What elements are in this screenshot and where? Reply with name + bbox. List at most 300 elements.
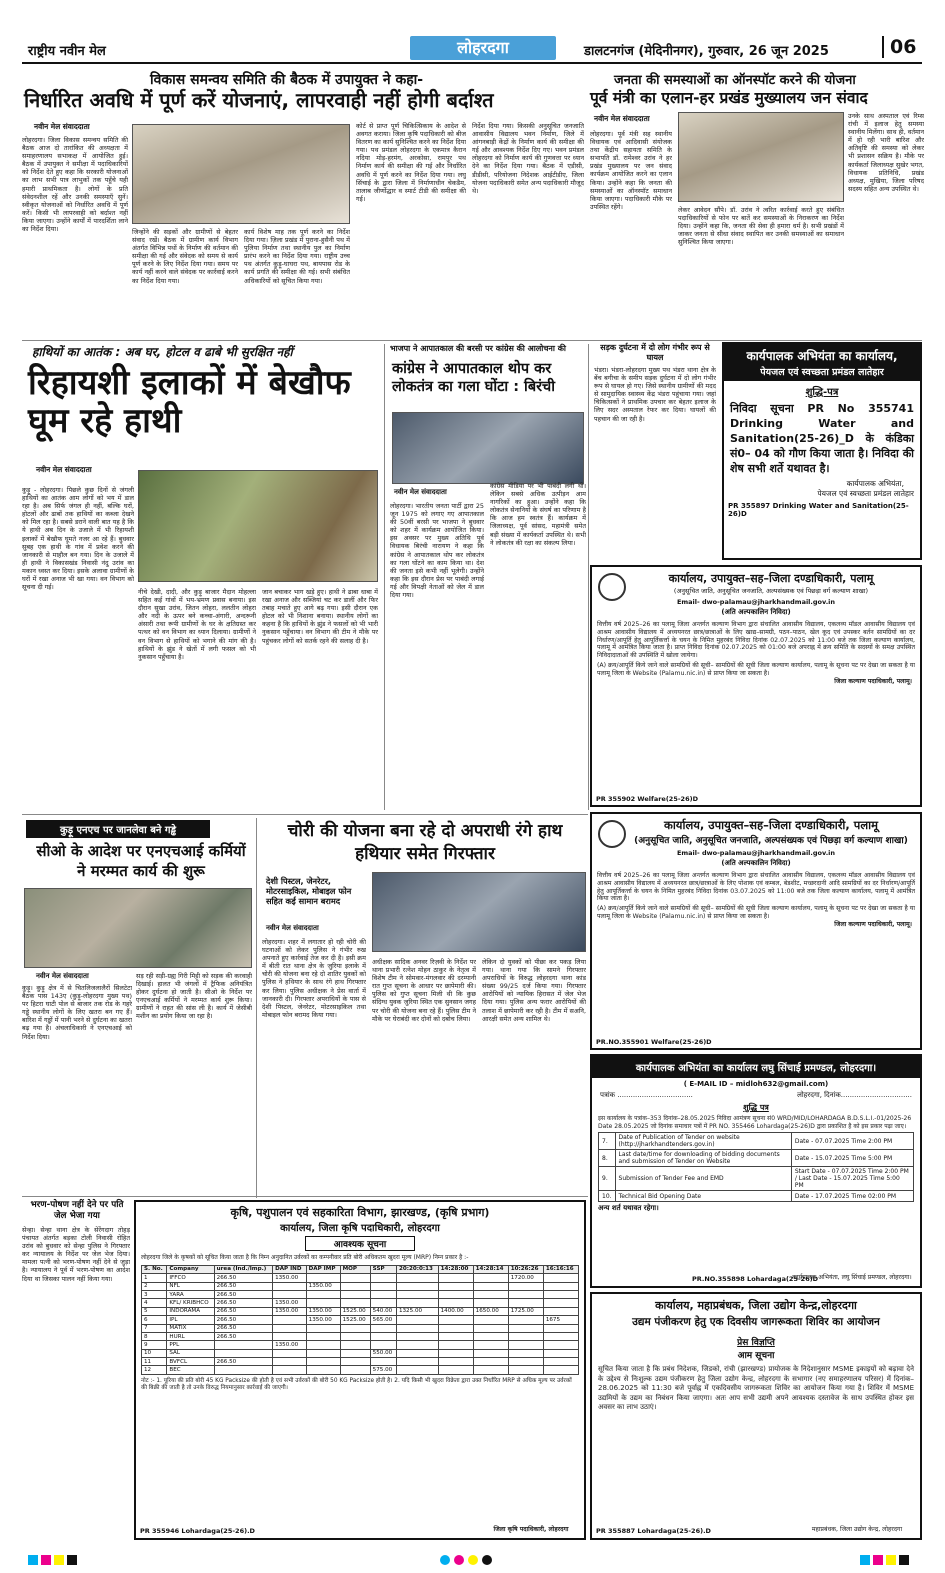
ad-4-patrank: पत्रांक .................................. bbox=[600, 1091, 693, 1099]
fertilizer-cell: 266.50 bbox=[214, 1316, 272, 1324]
ad-fertilizer-mrp bbox=[134, 1200, 586, 1540]
fertilizer-cell bbox=[508, 1366, 543, 1374]
cyan-swatch bbox=[860, 1555, 870, 1565]
fertilizer-cell bbox=[473, 1324, 508, 1332]
ad-drinking-water-corrigendum bbox=[722, 342, 922, 560]
fertilizer-header-cell: Company bbox=[167, 1265, 214, 1273]
ad-6-body: सूचित किया जाता है कि प्रबंध निदेशक, जिडको, रांची (झारखण्ड) प्रायोजक के निदेशानुसार MSME इकाइयों को बढ़ावा देने के उद्देश्य से निःशुल्क उद्यम पंजीकरण हेतु जिला उद्योग केन्द्र, लोहरदगा के सभागार (नए समाहरणालय परिसर) में दिनांक–28.06.2025 को 11:30 बजे पूर्वाह्न में एकदिवसीय जागरूकता शिविर का आयोजन किया गया है। शिविर में MSME उद्यमियों के उद्यम का निबंधन किया जाएगा। अतः आप सभी उद्यमी अपने आवश्यक दस्तावेज के साथ उपस्थित होकर इस अवसर का लाभ उठाएं। bbox=[598, 1365, 914, 1412]
fertilizer-cell: 6 bbox=[142, 1316, 167, 1324]
ad-5-intro: लोहरदगा जिले के कृषकों को सूचित किया जाता है कि निम्न अनुदानित उर्वरकों का कम्पनीवार प्रति बोरी अधिकतम खुदरा मूल्य (MRP) निम्न प्रकार है :- bbox=[141, 1254, 469, 1261]
fertilizer-cell: 12 bbox=[142, 1366, 167, 1374]
fertilizer-cell bbox=[273, 1316, 307, 1324]
fertilizer-cell: 266.50 bbox=[214, 1324, 272, 1332]
registration-colors-right bbox=[860, 1550, 912, 1569]
story-6-headline: सीओ के आदेश पर एनएचआई कर्मियों ने मरम्मत कार्य की शुरू bbox=[36, 842, 246, 880]
black-swatch bbox=[67, 1555, 77, 1565]
dateline: डालटनगंज (मेदिनीनगर), गुरुवार, 26 जून 2025 bbox=[584, 44, 829, 59]
ad-3-subtitle: (अनुसूचित जाति, अनुसूचित जनजाति, अल्पसंख्यक एवं पिछड़ा वर्ग कल्याण शाखा) bbox=[634, 836, 908, 846]
tender-row bbox=[599, 1133, 914, 1150]
magenta-dot bbox=[454, 1555, 464, 1565]
ad-4-sign: कार्यपालक अभियंता, लघु सिंचाई प्रमण्डल, लोहरदगा। bbox=[792, 1274, 912, 1282]
fertilizer-cell bbox=[438, 1349, 473, 1357]
magenta-swatch bbox=[873, 1555, 883, 1565]
fertilizer-cell: IPL bbox=[167, 1316, 214, 1324]
fertilizer-row bbox=[142, 1274, 579, 1282]
ad-2-title: कार्यालय, उपायुक्त–सह–जिला दण्डाधिकारी, पलामू bbox=[668, 572, 874, 585]
fertilizer-cell bbox=[306, 1274, 340, 1282]
ad-6-title-2: उद्यम पंजीकरण हेतु एक दिवसीय जागरूकता शिविर का आयोजन bbox=[632, 1316, 880, 1328]
ad-4-shuddhi: शुद्धि पत्र bbox=[743, 1103, 769, 1112]
story-7-photo bbox=[372, 872, 586, 952]
fertilizer-cell bbox=[306, 1290, 340, 1298]
fertilizer-cell bbox=[370, 1332, 396, 1340]
fertilizer-cell bbox=[370, 1299, 396, 1307]
fertilizer-cell bbox=[473, 1299, 508, 1307]
masthead bbox=[22, 34, 922, 64]
tender-cell-desc: Last date/time for downloading of bidding documents and submission of Tender on Website bbox=[615, 1150, 791, 1167]
fertilizer-cell: 1350.00 bbox=[273, 1341, 307, 1349]
fertilizer-cell: BEC bbox=[167, 1366, 214, 1374]
fertilizer-cell bbox=[306, 1358, 340, 1366]
tender-cell-date: Start Date - 07.07.2025 Time 2:00 PM / Last Date - 15.07.2025 Time 5:00 PM bbox=[791, 1167, 913, 1191]
fertilizer-cell: 1525.00 bbox=[340, 1316, 370, 1324]
fertilizer-cell bbox=[214, 1366, 272, 1374]
ad-3-body: वित्तीय वर्ष 2025–26 का पलामू जिला अन्तर्गत कल्याण विभाग द्वारा संचालित आवासीय विद्यालय, एकलव्य मॉडल आवासीय विद्यालय एवं आश्रम आवासीय विद्यालय में अध्ययनरत छात्र/छात्राओं के लिए पोशाक एवं कम्बल, बेडशीट, मच्छरदानी आदि सामग्रियों का दर निर्धारण/आपूर्ति हेतु आपूर्तिकर्त्ता के चयन के निमित मुहरबंद निविदा दिनांक 03.07.2025 को 11:00 बजे तक जिला कल्याण कार्यालय, पलामू में आमंत्रित किया जाता है। bbox=[597, 872, 915, 903]
story-2-kicker: जनता की समस्याओं का ऑनस्पॉट करने की योजना bbox=[614, 73, 856, 88]
fertilizer-cell bbox=[340, 1290, 370, 1298]
fertilizer-cell bbox=[508, 1358, 543, 1366]
fertilizer-cell bbox=[273, 1366, 307, 1374]
story-1-col-2: जिन्होंने की सड़कों और ग्रामीणों से बेहतर संवाद रखें। बैठक में ग्रामीण कार्य विभाग अंतर्गत विभिन्न पथों के निर्माण की वर्तमान की समीक्षा की गई और संवेदक को समय से कार्य पूर्ण करने के लिए निर्देश दिया गया। समय पर कार्य नहीं करने वाले संवेदक पर कार्रवाई करने का निर्देश दिया गया। bbox=[132, 228, 238, 285]
fertilizer-cell bbox=[306, 1332, 340, 1340]
yellow-swatch bbox=[54, 1555, 64, 1565]
fertilizer-cell bbox=[473, 1290, 508, 1298]
ad-5-sign: जिला कृषि पदाधिकारी, लोहरदगा bbox=[493, 1526, 569, 1534]
ad-6-press: प्रेस विज्ञप्ति bbox=[737, 1338, 775, 1348]
fertilizer-cell bbox=[370, 1274, 396, 1282]
fertilizer-header-cell: 14:28:14 bbox=[473, 1265, 508, 1273]
story-3-headline: रिहायशी इलाकों में बेखौफ घूम रहे हाथी bbox=[28, 363, 351, 442]
fertilizer-cell: 266.50 bbox=[214, 1274, 272, 1282]
fertilizer-cell bbox=[306, 1341, 340, 1349]
ad-3-notice: (अति अल्पकालिन निविदा) bbox=[721, 859, 791, 867]
fertilizer-cell: 565.00 bbox=[370, 1316, 396, 1324]
fertilizer-cell bbox=[508, 1349, 543, 1357]
ad-6-sign: महाप्रबंधक, जिला उद्योग केन्द्र, लोहरदगा bbox=[811, 1526, 903, 1534]
tender-cell-date: Date - 07.07.2025 Time 2:00 PM bbox=[791, 1133, 913, 1150]
fertilizer-cell bbox=[370, 1358, 396, 1366]
tender-cell-no: 8. bbox=[599, 1150, 616, 1167]
fertilizer-row bbox=[142, 1366, 579, 1374]
cyan-swatch bbox=[28, 1555, 38, 1565]
fertilizer-cell bbox=[214, 1349, 272, 1357]
fertilizer-cell: 266.50 bbox=[214, 1307, 272, 1315]
cyan-dot bbox=[440, 1555, 450, 1565]
ad-3-title: कार्यालय, उपायुक्त–सह–जिला दण्डाधिकारी, पलामू bbox=[664, 818, 878, 832]
story-1-kicker: विकास समन्वय समिति की बैठक में उपायुक्त ने कहा- bbox=[150, 72, 424, 88]
story-3-col-1: कुड़ू - लोहरदगा। पिछले कुछ दिनों से जंगली हाथियों का आतंक आम लोगों को भय में डाल रहा है। अब सिर्फ जंगल ही नहीं, बल्कि घरों, होटलों और ढाबों तक हाथियों का कब्जा देखने को मिल रहा है। सबसे डराने वाली बात यह है कि ये हाथी अब दिन के उजाले में भी रिहायशी इलाकों में बेखौफ घूमते नजर आ रहे हैं। बुधवार सुबह एक हाथी के गांव में प्रवेश करने की जानकारी से माहौल बन गया। दिन के उजाले में ही हाथी ने विकासखंड निवासी नंदु उरांव का मकान ध्वस्त कर दिया। इसके अलावा ग्रामीणों के घरों में रखा अनाज भी खा गया। वन विभाग को सूचना दी गई। bbox=[22, 486, 134, 592]
fertilizer-cell bbox=[543, 1307, 578, 1315]
fertilizer-cell: IFFCO bbox=[167, 1274, 214, 1282]
registration-colors-left bbox=[28, 1550, 80, 1569]
fertilizer-cell bbox=[396, 1290, 438, 1298]
fertilizer-cell: 1350.00 bbox=[273, 1274, 307, 1282]
fertilizer-cell bbox=[340, 1299, 370, 1307]
ad-3-list: (A) क्रय/आपूर्ति किये जाने वाले सामग्रियों की सूची– सामग्रियों की सूची जिला कल्याण कार्यालय, पलामू के सूचना पट पर देखा जा सकता है या पलामू जिला के Website (Palamu.nic.in) से प्राप्त किया जा सकता है। bbox=[597, 905, 915, 920]
fertilizer-cell bbox=[306, 1324, 340, 1332]
story-1-headline: निर्धारित अवधि में पूर्ण करें योजनाएं, लापरवाही नहीं होगी बर्दाश्त bbox=[24, 88, 494, 112]
fertilizer-cell: 1350.00 bbox=[306, 1307, 340, 1315]
fertilizer-cell: YARA bbox=[167, 1290, 214, 1298]
fertilizer-cell bbox=[543, 1349, 578, 1357]
tender-row bbox=[599, 1150, 914, 1167]
tender-cell-desc: Submission of Tender Fee and EMD bbox=[615, 1167, 791, 1191]
fertilizer-cell bbox=[340, 1282, 370, 1290]
fertilizer-cell: 5 bbox=[142, 1307, 167, 1315]
fertilizer-cell bbox=[508, 1290, 543, 1298]
ad-2-notice: (अति अल्पकालिन निविदा) bbox=[721, 608, 791, 616]
story-1-col-5: निर्देश दिया गया। किसकी अनुसूचित जनजाति आवासीय विद्यालय भवन निर्माण, जिले में आंगनबाड़ी केंद्रों के निर्माण कार्य की समीक्षा की गई और आवश्यक निर्देश दिए गए। भवन प्रमंडल लोहरदगा को निर्माण कार्य की गुणवत्ता पर ध्यान देने का निर्देश दिया गया। बैठक में एडीसी, डीडीसी, परियोजना निदेशक आईटीडीए, जिला योजना पदाधिकारी समेत अन्य पदाधिकारी मौजूद थे। bbox=[472, 122, 584, 195]
ad-minor-irrigation-corrigendum bbox=[590, 1054, 922, 1288]
story-6-byline: नवीन मेल संवाददाता bbox=[36, 972, 89, 980]
ad-palamu-welfare-1 bbox=[590, 565, 922, 807]
story-3-kicker: हाथियों का आतंक : अब घर, होटल व ढाबे भी सुरक्षित नहीं bbox=[32, 345, 293, 359]
fertilizer-row bbox=[142, 1349, 579, 1357]
ad-1-shuddhi: शुद्धि-पत्र bbox=[805, 387, 839, 398]
yellow-swatch bbox=[886, 1555, 896, 1565]
tender-cell-desc: Date of Publication of Tender on website (http://jharkhandtenders.gov.in) bbox=[615, 1133, 791, 1150]
fertilizer-cell bbox=[396, 1299, 438, 1307]
registration-dots-center bbox=[440, 1550, 496, 1569]
fertilizer-cell bbox=[543, 1366, 578, 1374]
ad-palamu-welfare-2 bbox=[590, 812, 922, 1050]
ad-5-title: कृषि, पशुपालन एवं सहकारिता विभाग, झारखण्ड, (कृषि प्रभाग) bbox=[230, 1206, 490, 1219]
fertilizer-cell bbox=[340, 1366, 370, 1374]
fertilizer-cell bbox=[508, 1341, 543, 1349]
fertilizer-cell bbox=[273, 1324, 307, 1332]
fertilizer-cell bbox=[396, 1282, 438, 1290]
fertilizer-cell: 7 bbox=[142, 1324, 167, 1332]
ad-3-email: Email- dwo-palamau@jharkhandmail.gov.in bbox=[676, 849, 836, 857]
ad-1-body: निविदा सूचना PR No 355741 Drinking Water and Sanitation(25-26)_D के कंडिका सं0– 04 को गौण किया जाता है। निविदा की शेष सभी शर्ते यथावत है। bbox=[730, 402, 914, 475]
fertilizer-cell: 9 bbox=[142, 1341, 167, 1349]
tender-cell-date: Date - 17.07.2025 Time 02:00 PM bbox=[791, 1191, 913, 1202]
tender-cell-no: 10. bbox=[599, 1191, 616, 1202]
story-1-col-3: कार्य विशेष माह तक पूर्ण करने का निर्देश दिया गया। ज़िला प्रखंड में पुराना-हुसैनी पथ में पुलिया निर्माण तथा स्थानीय पुल का निर्माण प्रारंभ करने का निर्देश दिया गया। राष्ट्रीय उच्च पथ अंतर्गत कुड़ू-घाघरा पथ, बायपास रोड के कार्य प्रगति की समीक्षा की गई। सभी संबंधित अधिकारियों को सूचित किया गया। bbox=[244, 228, 350, 285]
ad-4-footer: अन्य शर्त यथावत रहेगा। bbox=[598, 1204, 659, 1213]
black-swatch bbox=[899, 1555, 909, 1565]
story-3-col-2: नीचे देखी, दादी, और कुड़ू बाजार मैदान मोहल्ला सहित कई गांवों में भय-भ्रमण प्रवास बनाया। इस दौरान सुखा उरांव, जितन लोहरा, ललतीन लोहरा और नदी के ऊपर बने कच्चा-अंगारी, अन्दरूनी अंसारी तथा रूपी ग्रामीणों के घर के क्षतिग्रस्त कर पत्थर को वन विभाग का ध्यान दिलाया। ग्रामीणों ने वन विभाग से हाथियों को भगाने की मांग की है। हाथियों के झुंड ने खेतों में लगी फसल को भी नुकसान पहुँचाया है। bbox=[138, 588, 256, 661]
fertilizer-cell: NFL bbox=[167, 1282, 214, 1290]
fertilizer-cell bbox=[508, 1299, 543, 1307]
story-7-col-2: अधीक्षक सादिक अनवर रिज़वी के निर्देश पर थाना प्रभारी रत्नेश मोहन ठाकुर के नेतृत्व में विशेष टीम ने सोमवार-मंगलवार की दरम्यानी रात गुप्त सूचना के आधार पर छापेमारी की। पुलिस को गुप्त सूचना मिली थी कि कुछ संदिग्ध युवक जुरिया स्थित एक सुनसान जगह पर चोरी की योजना बना रहे हैं। पुलिस टीम ने मौके पर घेराबंदी कर दोनों को दबोच लिया। bbox=[372, 958, 476, 1023]
story-4-byline: नवीन मेल संवाददाता bbox=[394, 488, 447, 496]
fertilizer-header-cell: SSP bbox=[370, 1265, 396, 1273]
fertilizer-cell bbox=[340, 1324, 370, 1332]
fertilizer-cell bbox=[473, 1358, 508, 1366]
story-3-col-3: जान बचाकर भाग खड़े हुए। हाथी ने ढाबा धाबा में रखा अनाज और सब्जियां चट कर डालीं और फिर तबाह मचाते हुए आगे बढ़ गया। इसी दौरान एक होटल को भी निशाना बनाया। स्थानीय लोगों का कहना है कि हाथियों के झुंड ने फसलों को भी भारी नुकसान पहुँचाया। वन विभाग की टीम ने मौके पर पहुंचकर लोगों को सतर्क रहने की सलाह दी है। bbox=[262, 588, 378, 645]
fertilizer-cell: 550.00 bbox=[370, 1349, 396, 1357]
fertilizer-cell: 1400.00 bbox=[438, 1307, 473, 1315]
fertilizer-header-cell: DAP IMP bbox=[306, 1265, 340, 1273]
story-1-col-1: लोहरदगा। जिला विकास समन्वय समिति की बैठक आज दो तारांकित की अध्यक्षता में समाहरणालय सभाकक्ष में आयोजित हुई। बैठक में उपायुक्त ने समीक्षा में पदाधिकारियों को निर्देश देते हुए कहा कि सरकारी योजनाओं का लाभ सभी पात्र लाभुकों तक पहुँचे यही हमारी प्राथमिकता है। लोगों के प्रति संवेदनशील रहें और उनकी समस्याएँ सुनें। स्वीकृत योजनाओं को निर्धारित अवधि में पूर्ण करें। किसी भी लापरवाही को बर्दाश्त नहीं किया जाएगा। उन्होंने कार्यों में पारदर्शिता लाने का निर्देश दिया। bbox=[22, 136, 128, 234]
story-4-col-1: लोहरदगा। भारतीय जनता पार्टी द्वारा 25 जून 1975 को लगाए गए आपातकाल की 50वीं बरसी पर भाजपा ने बुधवार को शहर में कार्यक्रम आयोजित किया। इस अवसर पर मुख्य अतिथि पूर्व विधायक बिरंची नारायण ने कहा कि कांग्रेस ने आपातकाल थोप कर लोकतंत्र का गला घोंटने का काम किया था। देश की जनता इसे कभी नहीं भूलेगी। उन्होंने कहा कि इस दौरान प्रेस पर पाबंदी लगाई गई और विपक्षी नेताओं को जेल में डाल दिया गया। bbox=[390, 502, 484, 600]
ad-3-sign: जिला कल्याण पदाधिकारी, पलामू। bbox=[834, 920, 912, 928]
fertilizer-cell: 1675 bbox=[543, 1316, 578, 1324]
fertilizer-cell bbox=[370, 1341, 396, 1349]
fertilizer-cell bbox=[473, 1274, 508, 1282]
fertilizer-cell bbox=[508, 1316, 543, 1324]
fertilizer-header-cell: urea (Ind./Imp.) bbox=[214, 1265, 272, 1273]
fertilizer-cell: 1350.00 bbox=[306, 1316, 340, 1324]
fertilizer-row bbox=[142, 1341, 579, 1349]
fertilizer-table bbox=[141, 1265, 579, 1375]
fertilizer-cell bbox=[543, 1324, 578, 1332]
fertilizer-cell bbox=[273, 1349, 307, 1357]
fertilizer-cell bbox=[543, 1332, 578, 1340]
ad-1-sign-1: कार्यपालक अभियंता, bbox=[846, 479, 904, 488]
fertilizer-cell: 575.00 bbox=[370, 1366, 396, 1374]
fertilizer-cell bbox=[438, 1341, 473, 1349]
fertilizer-cell: 11 bbox=[142, 1358, 167, 1366]
ad-2-subtitle: (अनुसूचित जाति, अनुसूचित जनजाति, अल्पसंख्यक एवं पिछड़ा वर्ग कल्याण शाखा) bbox=[673, 587, 869, 595]
fertilizer-cell bbox=[396, 1274, 438, 1282]
ad-4-pr: PR.NO.355898 Lohardaga(25-26)D bbox=[692, 1275, 819, 1283]
fertilizer-cell bbox=[370, 1290, 396, 1298]
fertilizer-cell bbox=[438, 1282, 473, 1290]
ad-1-sign-2: पेयजल एवं स्वच्छता प्रमंडल लातेहार bbox=[817, 489, 914, 498]
magenta-swatch bbox=[41, 1555, 51, 1565]
fertilizer-cell: 3 bbox=[142, 1290, 167, 1298]
ad-2-body: वित्तीय वर्ष 2025–26 का पलामू जिला अन्तर्गत कल्याण विभाग द्वारा संचालित आवासीय विद्यालय, एकलव्य मॉडल आवासीय विद्यालय एवं आश्रम आवासीय विद्यालय में अध्ययनरत छात्र/छात्राओं के लिए खाद्य–सामग्री, पठन–पाठन, खेल कूद एवं उपस्कर बर्तन सामग्रियों का दर निर्धारण/आपूर्ति हेतु आपूर्तिकर्त्ता के चयन के निमित मुहरबंद निविदा दिनांक 02.07.2025 को 11:00 बजे तक जिला कल्याण कार्यालय, पलामू में आमंत्रित किया जाता है। प्राप्त निविदा दिनांक 02.07.2025 को 01:00 बजे अपराह्न में क्रय समिति के सदस्यों के समक्ष उपस्थित निविदादाताओं की उपस्थिति में खोला जायेगा। bbox=[597, 621, 915, 660]
story-6-photo bbox=[24, 888, 252, 968]
fertilizer-cell: HURL bbox=[167, 1332, 214, 1340]
ad-2-emblem bbox=[598, 573, 626, 601]
fertilizer-cell: 1325.00 bbox=[396, 1307, 438, 1315]
fertilizer-cell bbox=[306, 1299, 340, 1307]
tender-cell-date: Date - 15.07.2025 Time 5:00 PM bbox=[791, 1150, 913, 1167]
ad-2-pr: PR 355902 Welfare(25-26)D bbox=[596, 795, 698, 803]
fertilizer-cell bbox=[306, 1366, 340, 1374]
fertilizer-cell bbox=[370, 1324, 396, 1332]
story-2-col-2: लेकर आवेदन सौंपे। डॉ. उरांव ने त्वरित कार्रवाई करते हुए संबंधित पदाधिकारियों से फोन पर बातें कर समस्याओं के निराकरण का निर्देश दिया। उन्होंने कहा कि, जनता की सेवा ही हमारा धर्म है। सभी प्रखंडों में जाकर जनता से सीधा संवाद स्थापित कर उनकी समस्याओं का समाधान सुनिश्चित किया जाएगा। bbox=[678, 206, 844, 247]
fertilizer-cell: 1350.00 bbox=[273, 1299, 307, 1307]
fertilizer-cell: SAL bbox=[167, 1349, 214, 1357]
story-2-byline: नवीन मेल संवाददाता bbox=[594, 114, 650, 123]
story-2-col-1: लोहरदगा। पूर्व मंत्री सह स्थानीय विधायक एवं आदिवासी संयोजक तथा केंद्रीय सहायता समिति के सभापति डॉ. रामेश्वर उरांव ने हर प्रखंड मुख्यालय पर जन संवाद कार्यक्रम आयोजित करने का एलान किया। उन्होंने कहा कि जनता की समस्याओं का ऑनस्पॉट समाधान किया जाएगा। पदाधिकारी मौके पर उपस्थित रहेंगे। bbox=[590, 130, 672, 211]
fertilizer-cell: 266.50 bbox=[214, 1332, 272, 1340]
tender-cell-no: 9. bbox=[599, 1167, 616, 1191]
fertilizer-cell bbox=[543, 1299, 578, 1307]
fertilizer-cell bbox=[340, 1349, 370, 1357]
ad-6-title-1: कार्यालय, महाप्रबंधक, जिला उद्योग केन्द्र,लोहरदगा bbox=[655, 1299, 857, 1312]
fertilizer-cell bbox=[438, 1324, 473, 1332]
ad-5-notice: आवश्यक सूचना bbox=[305, 1236, 415, 1251]
ad-2-sign: जिला कल्याण पदाधिकारी, पलामू। bbox=[834, 677, 912, 685]
tender-cell-no: 7. bbox=[599, 1133, 616, 1150]
fertilizer-row bbox=[142, 1282, 579, 1290]
fertilizer-row bbox=[142, 1307, 579, 1315]
fertilizer-cell: 8 bbox=[142, 1332, 167, 1340]
fertilizer-header-cell: 14:28:00 bbox=[438, 1265, 473, 1273]
ad-4-body: इस कार्यालय के पत्रांक–353 दिनांक–28.05.2025 निविदा आमंत्रण सूचना सं0 WRD/MID/LOHARDAGA B.D.S.L.I.-01/2025-26 Date 28.05.2025 जो दिनांक समाचार पत्रों में PR NO. 355466 Lohardaga(25-26)D द्वारा प्रकाशित है को इस प्रकार पढ़ा जाए। bbox=[598, 1115, 912, 1130]
fertilizer-cell bbox=[508, 1282, 543, 1290]
fertilizer-header-cell: DAP IND bbox=[273, 1265, 307, 1273]
ad-1-title-1: कार्यपालक अभियंता का कार्यालय, bbox=[724, 344, 920, 364]
black-dot bbox=[482, 1555, 492, 1565]
fertilizer-header-cell: 20:20:0:13 bbox=[396, 1265, 438, 1273]
story-7-byline: नवीन मेल संवाददाता bbox=[266, 924, 319, 932]
fertilizer-cell: 266.50 bbox=[214, 1290, 272, 1298]
story-2-col-3: उनके साथ अस्पताल एवं रिम्स रांची में इलाज हेतु समस्या स्थानीय मिलेंगा। साथ ही, वर्तमान में हो रही भारी बारिश और अतिवृष्टि की समस्या को लेकर भी प्रशासन सक्रिय है। मौके पर कार्यकर्ता जिलाध्यक्ष सुखेर भगत, विधायक प्रतिनिधि, प्रखंड अध्यक्ष, मुखिया, जिला परिषद सदस्य सहित अन्य उपस्थित थे। bbox=[848, 112, 924, 193]
story-4-kicker: भाजपा ने आपातकाल की बरसी पर कांग्रेस की आलोचना की bbox=[390, 344, 566, 353]
story-7-subhead: देशी पिस्टल, जेनरेटर, मोटरसाइकिल, मोबाइल फोन सहित कई सामान बरामद bbox=[266, 876, 352, 906]
yellow-dot bbox=[468, 1555, 478, 1565]
fertilizer-cell bbox=[438, 1332, 473, 1340]
fertilizer-row bbox=[142, 1290, 579, 1298]
story-8-kicker: भरण-पोषण नहीं देने पर पति जेल भेजा गया bbox=[30, 1200, 124, 1221]
fertilizer-cell bbox=[396, 1332, 438, 1340]
fertilizer-cell: 10 bbox=[142, 1349, 167, 1357]
fertilizer-cell bbox=[340, 1341, 370, 1349]
story-6-kicker: कुड़ू एनएच पर जानलेवा बने गड्ढे bbox=[26, 820, 210, 838]
fertilizer-cell bbox=[543, 1358, 578, 1366]
fertilizer-cell: 266.50 bbox=[214, 1299, 272, 1307]
fertilizer-cell: 540.00 bbox=[370, 1307, 396, 1315]
fertilizer-header-cell: MOP bbox=[340, 1265, 370, 1273]
story-1-col-4: कोर्ट से प्राप्त पूर्ण चिकित्सिकाय के आदेश से अवगत कराया। जिला कृषि पदाधिकारी को बीज वितरण का कार्य सुनिश्चित करने का निर्देश दिया गया। पथ प्रमंडल लोहरदगा के एकमात्र कैरान नदिया मोड़-हरमंग, अरकोसा, रामपुर पथ निर्माण कार्य की समीक्षा की गई और निर्धारित अवधि में पूर्ण करने का निर्देश दिया गया। लघु सिंचाई के द्वारा जिला में निर्माणाधीन चेकडैम, तालाब जीर्णोद्धार व स्मार्ट टीडी की समीक्षा की गई। bbox=[356, 122, 466, 203]
ad-4-title: कार्यपालक अभियंता का कार्यालय लघु सिंचाई प्रमण्डल, लोहरदगा। bbox=[592, 1056, 920, 1078]
fertilizer-cell bbox=[438, 1366, 473, 1374]
story-4-photo bbox=[392, 412, 584, 484]
ad-5-pr: PR 355946 Lohardaga(25-26).D bbox=[140, 1527, 255, 1535]
tender-row bbox=[599, 1191, 914, 1202]
fertilizer-cell: 4 bbox=[142, 1299, 167, 1307]
story-4-headline: कांग्रेस ने आपातकाल थोप कर लोकतंत्र का गला घोंटा : बिरंची bbox=[392, 361, 555, 396]
story-6-col-2: सड़ रही सड़ी-ग्रह्य गिरी मिट्टी को सड़क की करवाही दिखाई। हालत भी जंगलों में ट्रैफिक अनियंत्रित होकर दुर्घटना हो जाती है। सीओ के निर्देश पर एनएचआई कर्मियों ने मरम्मत कार्य शुरू किया। ग्रामीणों ने राहत की सांस ली है। कार्य में जेसीबी मशीन का प्रयोग किया जा रहा है। bbox=[136, 972, 252, 1021]
fertilizer-cell bbox=[473, 1332, 508, 1340]
fertilizer-cell bbox=[438, 1316, 473, 1324]
fertilizer-cell bbox=[340, 1274, 370, 1282]
fertilizer-cell bbox=[438, 1290, 473, 1298]
ad-6-aam: आम सूचना bbox=[737, 1351, 775, 1361]
fertilizer-cell bbox=[306, 1349, 340, 1357]
story-3-byline: नवीन मेल संवाददाता bbox=[36, 465, 92, 474]
fertilizer-row bbox=[142, 1324, 579, 1332]
story-4-col-2: कांग्रेस मीडिया पर भी पाबंदी लगी थी। लेकिन सबसे अधिक उत्पीड़न आम नागरिकों का हुआ। उन्होंने कहा कि लोकतंत्र सेनानियों के संघर्ष का परिणाम है कि आज हम स्वतंत्र हैं। कार्यक्रम में जिलाध्यक्ष, पूर्व सांसद, महामंत्री समेत बड़ी संख्या में कार्यकर्ता उपस्थित थे। सभी ने लोकतंत्र की रक्षा का संकल्प लिया। bbox=[490, 482, 586, 547]
ad-1-pr: PR 355897 Drinking Water and Sanitation(25-26)D bbox=[728, 502, 909, 518]
fertilizer-cell bbox=[340, 1332, 370, 1340]
fertilizer-cell bbox=[508, 1332, 543, 1340]
fertilizer-cell bbox=[438, 1358, 473, 1366]
fertilizer-cell: BVFCL bbox=[167, 1358, 214, 1366]
ad-1-title-2: पेयजल एवं स्वच्छता प्रमंडल लातेहार bbox=[724, 364, 920, 381]
fertilizer-cell bbox=[396, 1341, 438, 1349]
fertilizer-cell bbox=[473, 1316, 508, 1324]
fertilizer-header-cell: 10:26:26 bbox=[508, 1265, 543, 1273]
ad-4-dinank: लोहरदगा, दिनांक................................ bbox=[797, 1091, 912, 1099]
fertilizer-cell: INDORAMA bbox=[167, 1307, 214, 1315]
fertilizer-cell bbox=[543, 1341, 578, 1349]
ad-4-email: ( E-MAIL ID – midloh632@gmail.com) bbox=[683, 1080, 829, 1088]
ad-3-pr: PR.NO.355901 Welfare(25-26)D bbox=[596, 1038, 712, 1046]
fertilizer-row bbox=[142, 1332, 579, 1340]
ad-6-pr: PR 355887 Lohardaga(25-26).D bbox=[596, 1527, 711, 1535]
paper-name: राष्ट्रीय नवीन मेल bbox=[28, 44, 106, 59]
tender-row bbox=[599, 1167, 914, 1191]
fertilizer-cell bbox=[340, 1358, 370, 1366]
story-1-byline: नवीन मेल संवाददाता bbox=[34, 122, 90, 131]
story-5-kicker: सड़क दुर्घटना में दो लोग गंभीर रूप से घायल bbox=[600, 343, 710, 362]
fertilizer-cell bbox=[396, 1366, 438, 1374]
fertilizer-header-cell: 16:16:16 bbox=[543, 1265, 578, 1273]
ad-5-subtitle: कार्यालय, जिला कृषि पदाधिकारी, लोहरदगा bbox=[280, 1223, 440, 1234]
tender-table bbox=[598, 1132, 914, 1202]
district-banner: लोहरदगा bbox=[410, 36, 556, 60]
fertilizer-cell bbox=[473, 1282, 508, 1290]
story-5-body: भंडरा। भंडरा-लोहरदगा मुख्य पथ भंडरा थाना क्षेत्र के बेंच बगीचा के समीप सड़क दुर्घटना में दो लोग गंभीर रूप से घायल हो गए। जिसे स्थानीय ग्रामीणों की मदद से सामुदायिक स्वास्थ्य केंद्र भंडरा पहुंचाया गया। जहां चिकित्सकों ने प्राथमिक उपचार कर बेहतर इलाज के लिए सदर अस्पताल रेफर कर दिया। घायलों की पहचान की जा रही है। bbox=[594, 366, 716, 423]
fertilizer-cell: 1 bbox=[142, 1274, 167, 1282]
fertilizer-cell bbox=[543, 1290, 578, 1298]
story-7-headline: चोरी की योजना बना रहे दो अपराधी रंगे हाथ हथियार समेत गिरफ्तार bbox=[287, 821, 563, 865]
fertilizer-cell: 1350.00 bbox=[306, 1282, 340, 1290]
story-8-body: सेन्हा। सेन्हा थाना क्षेत्र के सेरेंगदाग तोहड़ पंचायत अंतर्गत बड़का टोली निवासी रोहित उरांव को बुधवार को सेन्हा पुलिस ने गिरफ्तार कर न्यायालय के निर्देश पर जेल भेज दिया। मामला पत्नी को भरण-पोषण नहीं देने से जुड़ा है। न्यायालय ने पूर्व में भरण-पोषण का आदेश दिया था जिसका पालन नहीं किया गया। bbox=[22, 1226, 130, 1283]
fertilizer-cell: 266.50 bbox=[214, 1358, 272, 1366]
fertilizer-cell bbox=[396, 1349, 438, 1357]
fertilizer-cell: 1650.00 bbox=[473, 1307, 508, 1315]
fertilizer-row bbox=[142, 1299, 579, 1307]
ad-district-industry bbox=[590, 1292, 922, 1540]
fertilizer-cell: 2 bbox=[142, 1282, 167, 1290]
fertilizer-cell bbox=[473, 1366, 508, 1374]
fertilizer-cell: KFL/ KRIBHCO bbox=[167, 1299, 214, 1307]
story-2-photo bbox=[678, 112, 844, 202]
fertilizer-cell: 1350.00 bbox=[273, 1307, 307, 1315]
fertilizer-cell bbox=[438, 1274, 473, 1282]
ad-3-emblem bbox=[598, 820, 626, 848]
story-2-headline: पूर्व मंत्री का एलान-हर प्रखंड मुख्यालय जन संवाद bbox=[590, 89, 868, 107]
page-number: 06 bbox=[882, 36, 916, 58]
fertilizer-cell bbox=[396, 1358, 438, 1366]
story-3-photo-elephant bbox=[138, 470, 378, 582]
fertilizer-cell bbox=[214, 1341, 272, 1349]
fertilizer-cell bbox=[473, 1341, 508, 1349]
fertilizer-header-cell: S. No. bbox=[142, 1265, 167, 1273]
story-1-photo bbox=[132, 124, 350, 224]
fertilizer-cell bbox=[273, 1332, 307, 1340]
fertilizer-cell bbox=[396, 1316, 438, 1324]
fertilizer-cell bbox=[273, 1290, 307, 1298]
fertilizer-row bbox=[142, 1316, 579, 1324]
fertilizer-cell bbox=[473, 1349, 508, 1357]
fertilizer-cell: 266.50 bbox=[214, 1282, 272, 1290]
ad-5-notes: नोट :- 1. यूरिया की प्रति बोरी 45 KG Packsize की होती है एवं सभी उर्वरकों की बोरी 50 KG Packsize होती है। 2. यदि किसी भी खुदरा विक्रेता द्वारा उक्त निर्धारित MRP से अधिक मूल्य पर उर्वरकों की बिक्री की जाती है तो उनके विरुद्ध नियमानुसार कार्रवाई की जाएगी। bbox=[141, 1377, 572, 1392]
fertilizer-cell: 1525.00 bbox=[340, 1307, 370, 1315]
fertilizer-cell bbox=[543, 1282, 578, 1290]
fertilizer-cell: MATIX bbox=[167, 1324, 214, 1332]
fertilizer-row bbox=[142, 1358, 579, 1366]
fertilizer-cell: 1720.00 bbox=[508, 1274, 543, 1282]
fertilizer-cell: 1725.00 bbox=[508, 1307, 543, 1315]
fertilizer-cell bbox=[543, 1274, 578, 1282]
fertilizer-cell bbox=[273, 1282, 307, 1290]
story-6-col-1: कुड़ू। कुड़ू क्षेत्र में से चितलिजलालैरों सिलटेटा बैठक पास 143ए (कुड़ू-लोहरदगा मुख्य पथ) पर हिटरा घाटी पोल से बाजार तक रोड के गहरे गड्ढे स्थानीय लोगों के लिए खतरा बन गए हैं। बारिश में गड्ढों में पानी भरने से दुर्घटना का खतरा बढ़ गया है। अंचलाधिकारी ने एनएचआई को निर्देश दिया। bbox=[22, 984, 132, 1041]
story-7-col-1: लोहरदगा। शहर में लगातार हो रही चोरी की घटनाओं को लेकर पुलिस ने गंभीर रुख अपनाते हुए कार्रवाई तेज कर दी है। इसी क्रम में बीती रात थाना क्षेत्र के जुरिया इलाके में चोरी की योजना बना रहे दो शातिर युवकों को पुलिस ने हथियार के साथ रंगे हाथ गिरफ्तार कर लिया। पुलिस अधीक्षक ने प्रेस वार्ता में जानकारी दी। गिरफ्तार अपराधियों के पास से देशी पिस्टल, जेनरेटर, मोटरसाइकिल तथा मोबाइल फोन बरामद किया गया। bbox=[262, 938, 366, 1019]
fertilizer-cell bbox=[396, 1324, 438, 1332]
fertilizer-cell bbox=[438, 1299, 473, 1307]
tender-cell-desc: Technical Bid Opening Date bbox=[615, 1191, 791, 1202]
story-7-col-3: लेकिन दो युवकों को पीछा कर पकड़ लिया गया। थाना गया कि सामने गिरफ्तार अपराधियों के विरुद्ध लोहरदगा थाना कांड संख्या 99/25 दर्ज किया गया। गिरफ्तार आरोपियों को न्यायिक हिरासत में जेल भेज दिया गया। पुलिस अन्य फरार आरोपियों की तलाश में छापेमारी कर रही है। टीम में सअनि, आरक्षी समेत अन्य शामिल थे। bbox=[482, 958, 586, 1023]
